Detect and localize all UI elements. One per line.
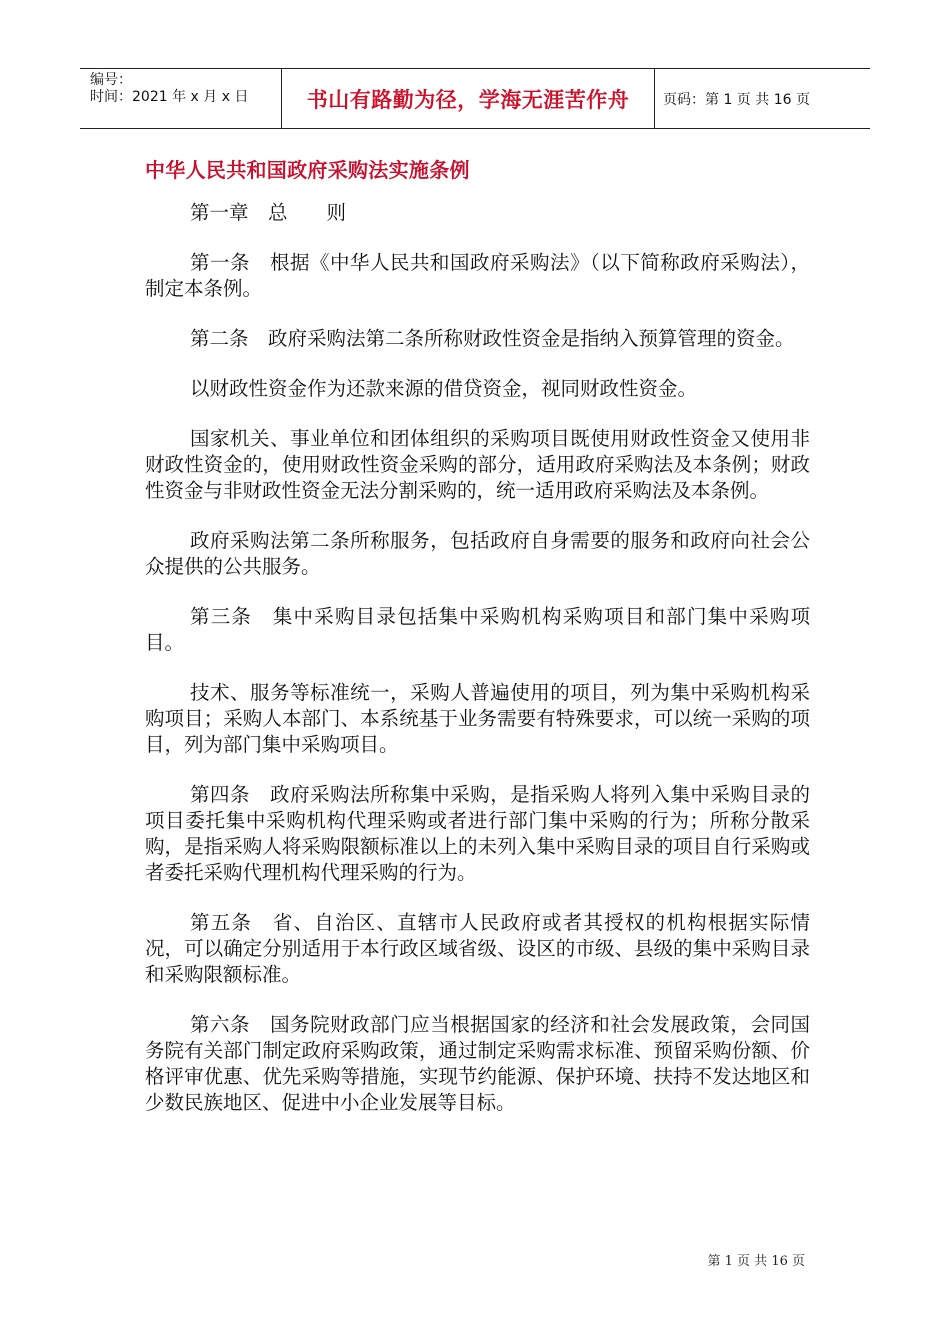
paragraph: 以财政性资金作为还款来源的借贷资金，视同财政性资金。 (190, 377, 698, 400)
document-title: 中华人民共和国政府采购法实施条例 (145, 158, 470, 182)
paragraph: 第六条 国务院财政部门应当根据国家的经济和社会发展政策，会同国务院有关部门制定政府采购政策，通过制定采购需求标准、预留采购份额、价格评审优惠、优先采购等措施，实现节约能源、保护环境、扶持不发达地区和少数民族地区、促进中小企业发展等目标。 (145, 1013, 810, 1114)
document-date: 时间：2021 年 x 月 x 日 (90, 89, 249, 105)
paragraph: 政府采购法第二条所称服务，包括政府自身需要的服务和政府向社会公众提供的公共服务。 (145, 529, 810, 578)
page-footer: 第 1 页 共 16 页 (707, 1254, 805, 1269)
header-page-number: 页码：第 1 页 共 16 页 (663, 91, 810, 108)
header-motto: 书山有路勤为径，学海无涯苦作舟 (282, 69, 655, 128)
chapter-heading: 第一章 总 则 (190, 201, 347, 224)
document-body (145, 200, 810, 1140)
page-header (80, 68, 870, 129)
paragraph: 第一条 根据《中华人民共和国政府采购法》（以下简称政府采购法），制定本条例。 (145, 251, 810, 300)
document-number-label: 编号： (90, 72, 132, 88)
paragraph: 第三条 集中采购目录包括集中采购机构采购项目和部门集中采购项目。 (145, 605, 810, 654)
header-meta (80, 69, 282, 128)
paragraph: 技术、服务等标准统一，采购人普遍使用的项目，列为集中采购机构采购项目；采购人本部门、本系统基于业务需要有特殊要求，可以统一采购的项目，列为部门集中采购项目。 (145, 681, 810, 756)
paragraph: 第二条 政府采购法第二条所称财政性资金是指纳入预算管理的资金。 (190, 327, 795, 350)
paragraph: 国家机关、事业单位和团体组织的采购项目既使用财政性资金又使用非财政性资金的，使用财政性资金采购的部分，适用政府采购法及本条例；财政性资金与非财政性资金无法分割采购的，统一适用政府采购法及本条例。 (145, 427, 810, 502)
paragraph: 第五条 省、自治区、直辖市人民政府或者其授权的机构根据实际情况，可以确定分别适用于本行政区域省级、设区的市级、县级的集中采购目录和采购限额标准。 (145, 911, 810, 986)
paragraph: 第四条 政府采购法所称集中采购，是指采购人将列入集中采购目录的项目委托集中采购机构代理采购或者进行部门集中采购的行为；所称分散采购，是指采购人将采购限额标准以上的未列入集中采购目录的项目自行采购或者委托采购代理机构代理采购的行为。 (145, 783, 810, 884)
